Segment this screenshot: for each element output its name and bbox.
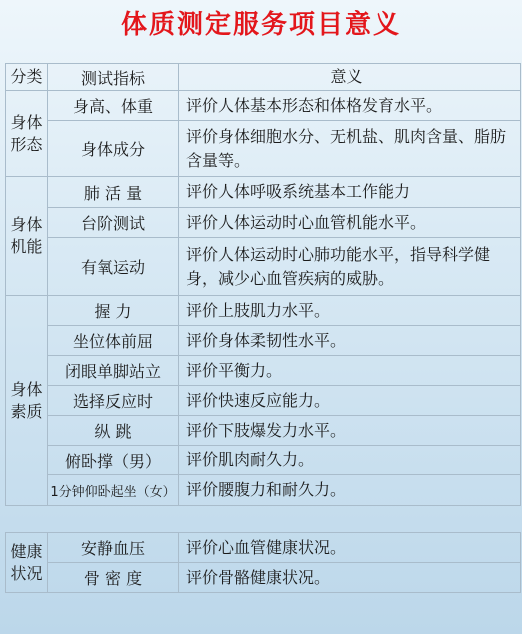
category-label: 身体 <box>10 112 43 132</box>
meaning-cell: 评价平衡力。 <box>179 356 521 386</box>
indicator-cell: 纵 跳 <box>48 416 179 446</box>
indicator-cell: 安静血压 <box>48 533 179 563</box>
table-row <box>6 238 521 296</box>
table-header-row <box>6 64 521 91</box>
indicator-cell: 身高、体重 <box>48 91 179 121</box>
fitness-test-table <box>5 63 521 506</box>
table-row <box>6 296 521 326</box>
indicator-cell: 闭眼单脚站立 <box>48 356 179 386</box>
table-row <box>6 356 521 386</box>
meaning-cell: 评价下肢爆发力水平。 <box>179 416 521 446</box>
table-row <box>6 446 521 475</box>
indicator-cell: 骨 密 度 <box>48 563 179 593</box>
indicator-cell: 台阶测试 <box>48 208 179 238</box>
category-label: 身体 <box>10 215 43 234</box>
indicator-cell: 俯卧撑（男） <box>48 446 179 475</box>
table-row <box>6 563 521 593</box>
indicator-cell: 坐位体前屈 <box>48 326 179 356</box>
indicator-cell: 有氧运动 <box>48 238 179 296</box>
meaning-cell: 评价心血管健康状况。 <box>179 533 521 563</box>
table-row <box>6 177 521 208</box>
header-category: 分类 <box>6 64 48 91</box>
meaning-cell: 评价腰腹力和耐久力。 <box>179 475 521 506</box>
indicator-cell: 肺 活 量 <box>48 177 179 208</box>
page-title: 体质测定服务项目意义 <box>120 10 401 40</box>
table-row <box>6 386 521 416</box>
category-label: 健康 <box>10 541 43 561</box>
category-label: 形态 <box>10 134 43 154</box>
header-meaning: 意义 <box>179 64 521 91</box>
category-label: 素质 <box>10 401 43 421</box>
health-status-table <box>5 532 521 593</box>
indicator-cell: 1分钟仰卧起坐（女） <box>48 475 179 506</box>
meaning-cell: 评价人体运动时心肺功能水平，指导科学健身，减少心血管疾病的威胁。 <box>179 238 521 296</box>
meaning-cell: 评价人体运动时心血管机能水平。 <box>179 208 521 238</box>
table-row <box>6 326 521 356</box>
category-label: 机能 <box>10 237 43 256</box>
meaning-cell: 评价骨骼健康状况。 <box>179 563 521 593</box>
meaning-cell: 评价身体细胞水分、无机盐、肌肉含量、脂肪含量等。 <box>179 121 521 177</box>
meaning-cell: 评价肌肉耐久力。 <box>179 446 521 475</box>
indicator-cell: 选择反应时 <box>48 386 179 416</box>
meaning-cell: 评价人体呼吸系统基本工作能力 <box>179 177 521 208</box>
meaning-cell: 评价身体柔韧性水平。 <box>179 326 521 356</box>
category-cell <box>6 177 48 296</box>
category-label: 身体 <box>10 379 43 399</box>
meaning-cell: 评价上肢肌力水平。 <box>179 296 521 326</box>
table-row <box>6 475 521 506</box>
meaning-cell: 评价快速反应能力。 <box>179 386 521 416</box>
table-row <box>6 533 521 563</box>
category-cell <box>6 91 48 177</box>
header-indicator: 测试指标 <box>48 64 179 91</box>
table-row <box>6 208 521 238</box>
indicator-cell: 身体成分 <box>48 121 179 177</box>
indicator-cell: 握 力 <box>48 296 179 326</box>
table-row <box>6 416 521 446</box>
category-cell <box>6 296 48 506</box>
meaning-cell: 评价人体基本形态和体格发育水平。 <box>179 91 521 121</box>
category-label: 状况 <box>10 563 43 583</box>
category-cell <box>6 533 48 593</box>
table-row <box>6 121 521 177</box>
table-row <box>6 91 521 121</box>
